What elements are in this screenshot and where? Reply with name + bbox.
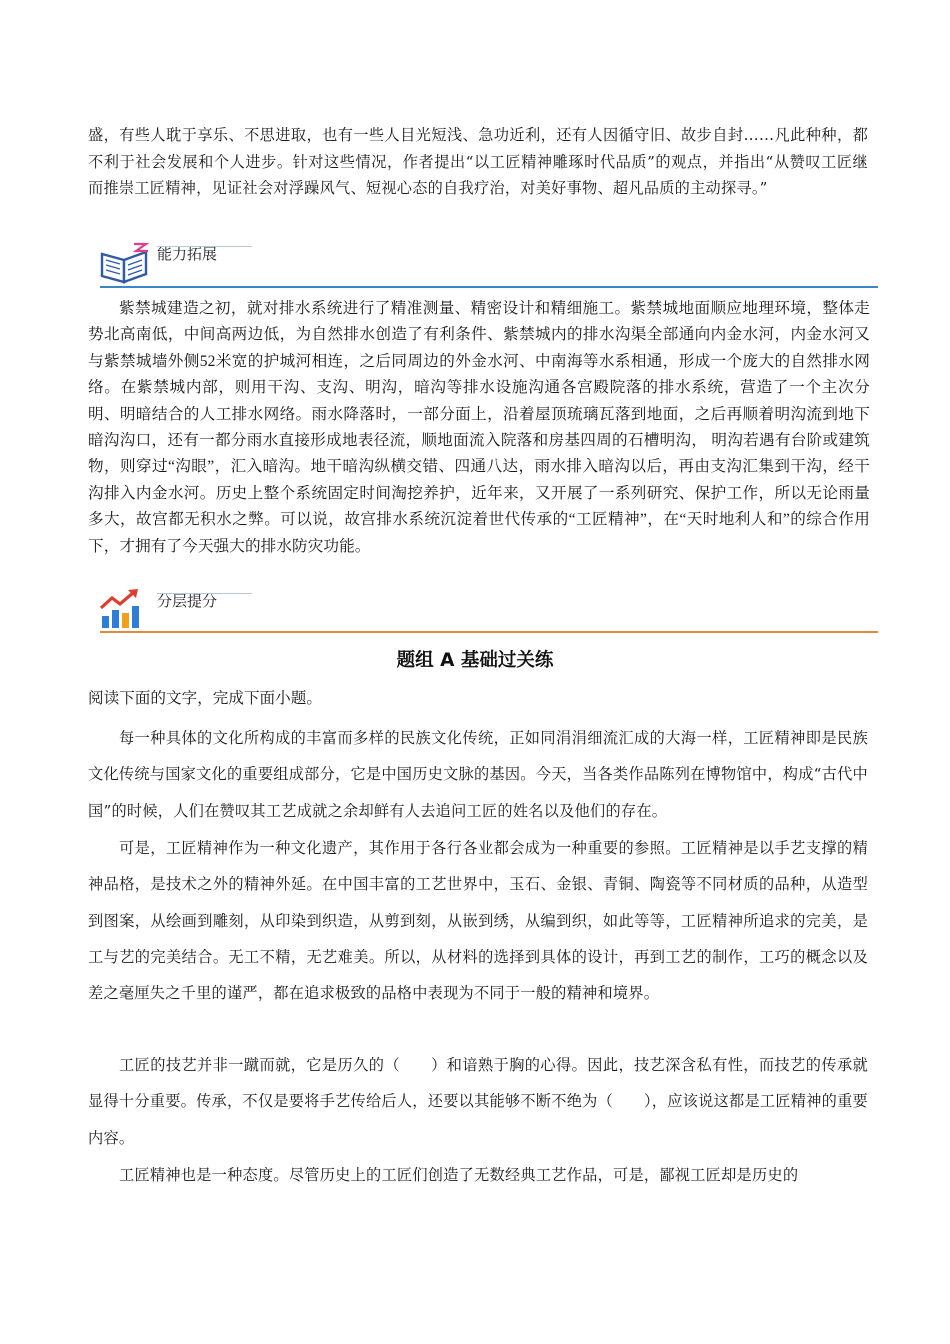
ability-paragraph: 紫禁城建造之初，就对排水系统进行了精准测量、精密设计和精细施工。紫禁城地面顺应地理环境，整体走势北高南低，中间高两边低，为自然排水创造了有利条件、紫禁城内的排水沟渠全部通向内金水河，内金水河又与紫禁城墙外侧52米宽的护城河相连，之后同周边的外金水河、中南海等水系相通，形成一个庞大的自然排水网络。在紫禁城内部，则用干沟、支沟、明沟，暗沟等排水设施沟通各宫殿院落的排水系统，营造了一个主次分明、明暗结合的人工排水网络。雨水降落时，一部分面上，沿着屋顶琉璃瓦落到地面，之后再顺着明沟流到地下暗沟沟口，还有一都分雨水直接形成地表径流，顺地面流入院落和房基四周的石槽明沟， 明沟若遇有台阶或建筑物，则穿过“沟眼”，汇入暗沟。地干暗沟纵横交错、四通八达，雨水排入暗沟以后，再由支沟汇集到干沟，经干沟排入内金水河。历史上整个系统固定时间淘挖养护，近年来，又开展了一系列研究、保护工作，所以无论雨量多大，故宫都无积水之弊。可以说，故宫排水系统沉淀着世代传承的“工匠精神”，在“天时地利人和”的综合作用下，才拥有了今天强大的排水防灾功能。 (88, 300, 870, 555)
passage-paragraph-3: 工匠的技艺并非一蹴而就，它是历久的（ ）和谙熟于胸的心得。因此，技艺深含私有性，而技艺的传承就显得十分重要。传承，不仅是要将手艺传给后人，还要以其能够不断不绝为（ ），应该说这都是工匠精神的重要内容。 (88, 1056, 868, 1147)
group-a-title: 题组 A 基础过关练 (396, 650, 554, 671)
label-underline (157, 246, 252, 247)
passage-paragraph-2: 可是，工匠精神作为一种文化遗产，其作用于各行各业都会成为一种重要的参照。工匠精神是以手艺支撑的精神品格，是技术之外的精神外延。在中国丰富的工艺世界中，玉石、金银、青铜、陶瓷等不同材质的品种，从造型到图案，从绘画到雕刻，从印染到织造，从剪到刻，从嵌到绣，从编到织，如此等等，工匠精神所追求的完美，是工与艺的完美结合。无工不精，无艺难美。所以，从材料的选择到具体的设计，再到工艺的制作，工巧的概念以及差之毫厘失之千里的谨严，都在追求极致的品格中表现为不同于一般的精神和境界。 (88, 839, 868, 1003)
passage-paragraph-4: 工匠精神也是一种态度。尽管历史上的工匠们创造了无数经典工艺作品，可是，鄙视工匠却是历史的 (119, 1166, 799, 1184)
passage-paragraph-1: 每一种具体的文化所构成的丰富而多样的民族文化传统，正如同涓涓细流汇成的大海一样，工匠精神即是民族文化传统与国家文化的重要组成部分，它是中国历史文脉的基因。今天，当各类作品陈列在博物馆中，构成“古代中国”的时候，人们在赞叹其工艺成就之余却鲜有人去追问工匠的姓名以及他们的存在。 (88, 729, 868, 820)
tiered-section-label: 分层提分 (157, 592, 218, 610)
rising-chart-icon (98, 586, 144, 630)
ability-section-label: 能力拓展 (157, 245, 218, 263)
label-underline (157, 593, 252, 594)
reading-instruction: 阅读下面的文字，完成下面小题。 (88, 690, 322, 707)
intro-paragraph: 盛，有些人耽于享乐、不思进取，也有一些人目光短浅、急功近利，还有人因循守旧、故步自封……凡此种种，都不利于社会发展和个人进步。针对这些情况，作者提出“以工匠精神雕琢时代品质”的观点，并指出“从赞叹工匠继而推崇工匠精神，见证社会对浮躁风气、短视心态的自我疗治，对美好事物、超凡品质的主动探寻。” (88, 126, 868, 197)
section-divider-blue (100, 286, 878, 288)
section-divider-orange (100, 631, 878, 633)
book-icon (98, 240, 154, 286)
